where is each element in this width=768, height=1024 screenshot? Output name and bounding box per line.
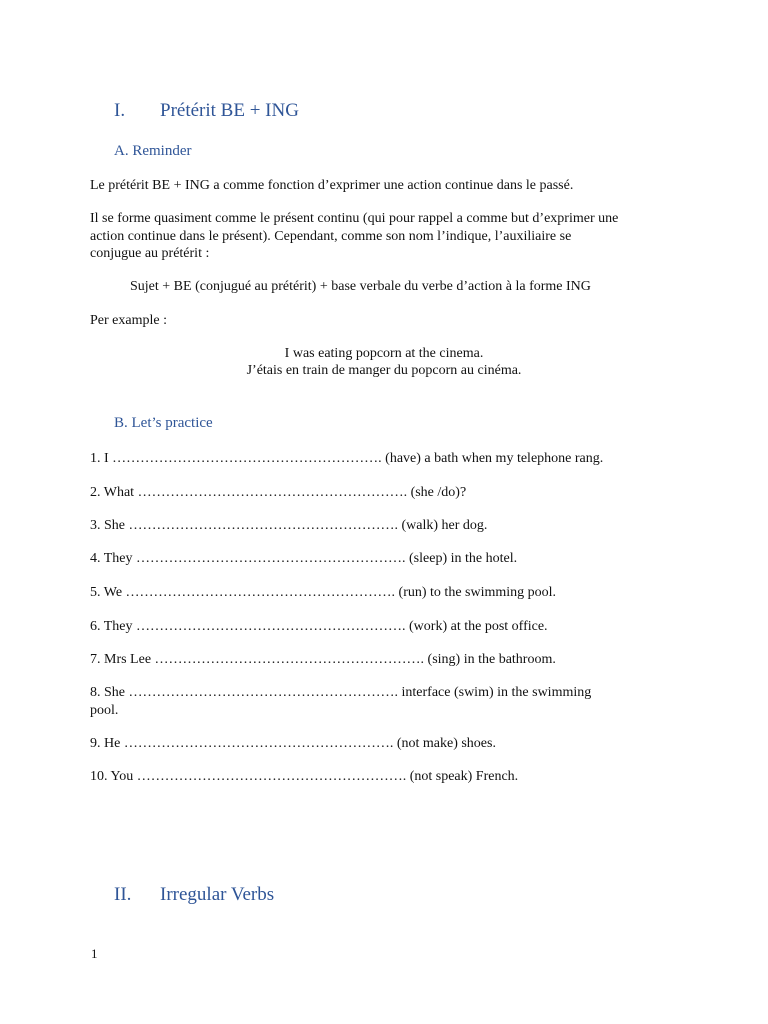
section-heading-2 [114,884,274,906]
section-title: Irregular Verbs [160,884,275,905]
exercise-item: 1. I …………………………………………………. (have) a bath when my telephone rang. [90,451,604,466]
section-title: Prétérit BE + ING [160,100,299,121]
exercise-item: 9. He …………………………………………………. (not make) shoes. [90,736,496,751]
exercise-item: 10. You …………………………………………………. (not speak) French. [90,769,519,784]
exercise-item: 2. What …………………………………………………. (she /do)? [90,485,467,500]
example-french: J’étais en train de manger du popcorn au cinéma. [246,363,522,378]
example-english: I was eating popcorn at the cinema. [284,346,484,361]
page-number: 1 [91,946,98,961]
section-number: II. [114,884,132,905]
exercise-item-continuation: pool. [90,703,119,718]
exercise-item: 4. They …………………………………………………. (sleep) in the hotel. [90,551,518,566]
paragraph-formation-line-1: Il se forme quasiment comme le présent continu (qui pour rappel a comme but d’exprimer une [90,211,619,226]
exercise-item: 8. She …………………………………………………. interface (swim) in the swimming [90,685,592,700]
paragraph-formation-line-3: conjugue au prétérit : [90,246,210,261]
subheading-practice: B. Let’s practice [114,415,213,431]
example-label: Per example : [90,313,167,328]
exercise-item: 6. They …………………………………………………. (work) at the post office. [90,619,548,634]
subheading-reminder: A. Reminder [114,143,192,159]
paragraph-definition: Le prétérit BE + ING a comme fonction d’exprimer une action continue dans le passé. [90,178,574,193]
section-number: I. [114,100,126,121]
exercise-item: 3. She …………………………………………………. (walk) her dog. [90,518,488,533]
exercise-item: 7. Mrs Lee …………………………………………………. (sing) in the bathroom. [90,652,556,667]
paragraph-formation-line-2: action continue dans le présent). Cependant, comme son nom l’indique, l’auxiliaire se [90,229,572,244]
section-heading-1 [114,100,299,122]
grammar-formula: Sujet + BE (conjugué au prétérit) + base verbale du verbe d’action à la forme ING [130,279,591,294]
exercise-item: 5. We …………………………………………………. (run) to the swimming pool. [90,585,557,600]
